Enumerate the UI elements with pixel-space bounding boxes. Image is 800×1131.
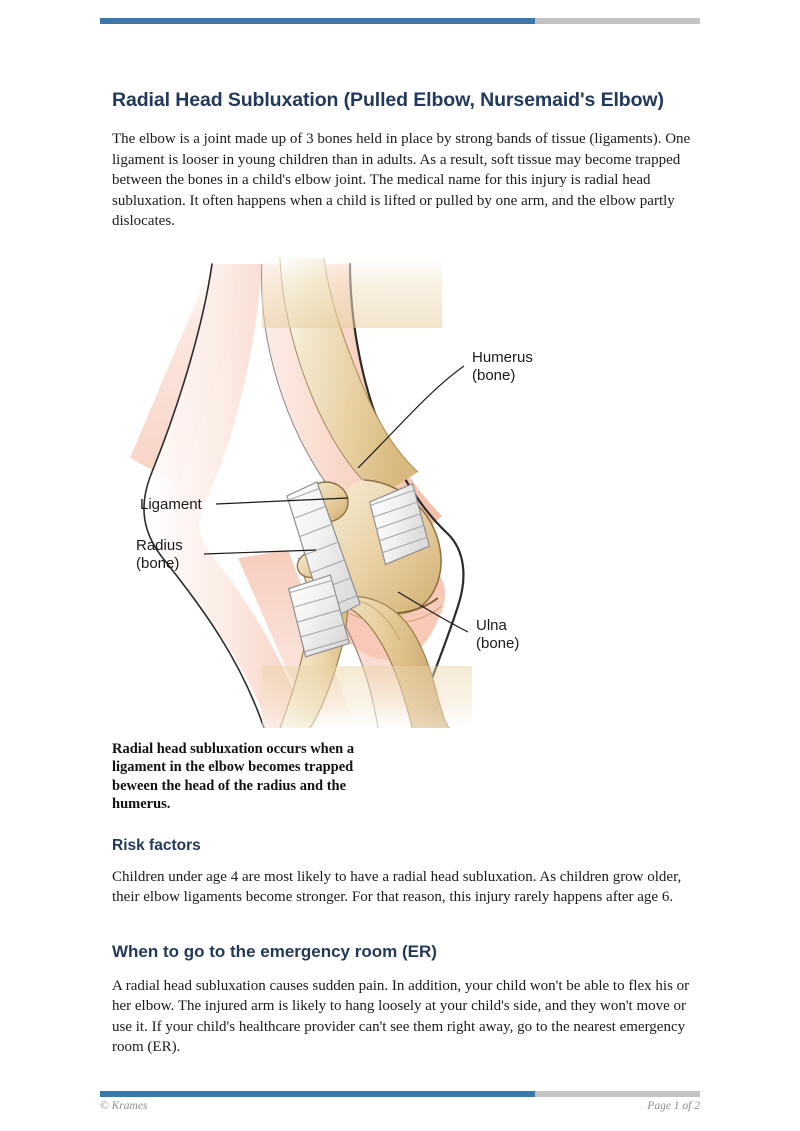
label-radius-line1: Radius — [136, 536, 183, 554]
section-heading-risk-factors: Risk factors — [112, 836, 201, 854]
header-rule-blue-segment — [100, 18, 535, 24]
label-radius-line2: (bone) — [136, 554, 180, 572]
section-body-emergency-room: A radial head subluxation causes sudden pain. In addition, your child won't be able to flex his or her elbow. The injured arm is likely to hang loosely at your child's side, and they won't move or use it. If your child's healthcare provider can't see them right away, go to the nearest emergency room (ER). — [112, 977, 690, 1055]
label-humerus-line1: Humerus — [472, 348, 533, 366]
page-footer — [100, 1100, 700, 1112]
page-title: Radial Head Subluxation (Pulled Elbow, Nursemaid's Elbow) — [112, 89, 664, 111]
label-ligament: Ligament — [140, 495, 202, 513]
header-rule-bar — [100, 18, 700, 24]
label-ulna-line2: (bone) — [476, 634, 520, 652]
footer-copyright: © Krames — [100, 1100, 148, 1112]
document-content — [112, 88, 694, 1064]
footer-rule-blue-segment — [100, 1091, 535, 1097]
label-ulna-line1: Ulna — [476, 616, 507, 634]
elbow-anatomy-figure — [112, 258, 694, 814]
header-rule-grey-segment — [535, 18, 700, 24]
figure-caption: Radial head subluxation occurs when a ligament in the elbow becomes trapped beween the head of the radius and the humerus. — [112, 740, 355, 812]
section-body-risk-factors: Children under age 4 are most likely to have a radial head subluxation. As children grow older, their elbow ligaments become stronger. For that reason, this injury rarely happens after age 6. — [112, 868, 682, 905]
footer-rule-grey-segment — [535, 1091, 700, 1097]
footer-page-indicator: Page 1 of 2 — [647, 1100, 700, 1112]
section-heading-emergency-room: When to go to the emergency room (ER) — [112, 941, 437, 961]
label-humerus-line2: (bone) — [472, 366, 516, 384]
intro-paragraph: The elbow is a joint made up of 3 bones held in place by strong bands of tissue (ligaments). One ligament is looser in young children than in adults. As a result, soft tissue may become trapped between the bones in a child's elbow joint. The medical name for this injury is radial head subluxation. It often happens when a child is lifted or pulled by one arm, and the elbow partly dislocates. — [112, 131, 691, 229]
footer-rule-bar — [100, 1091, 700, 1097]
